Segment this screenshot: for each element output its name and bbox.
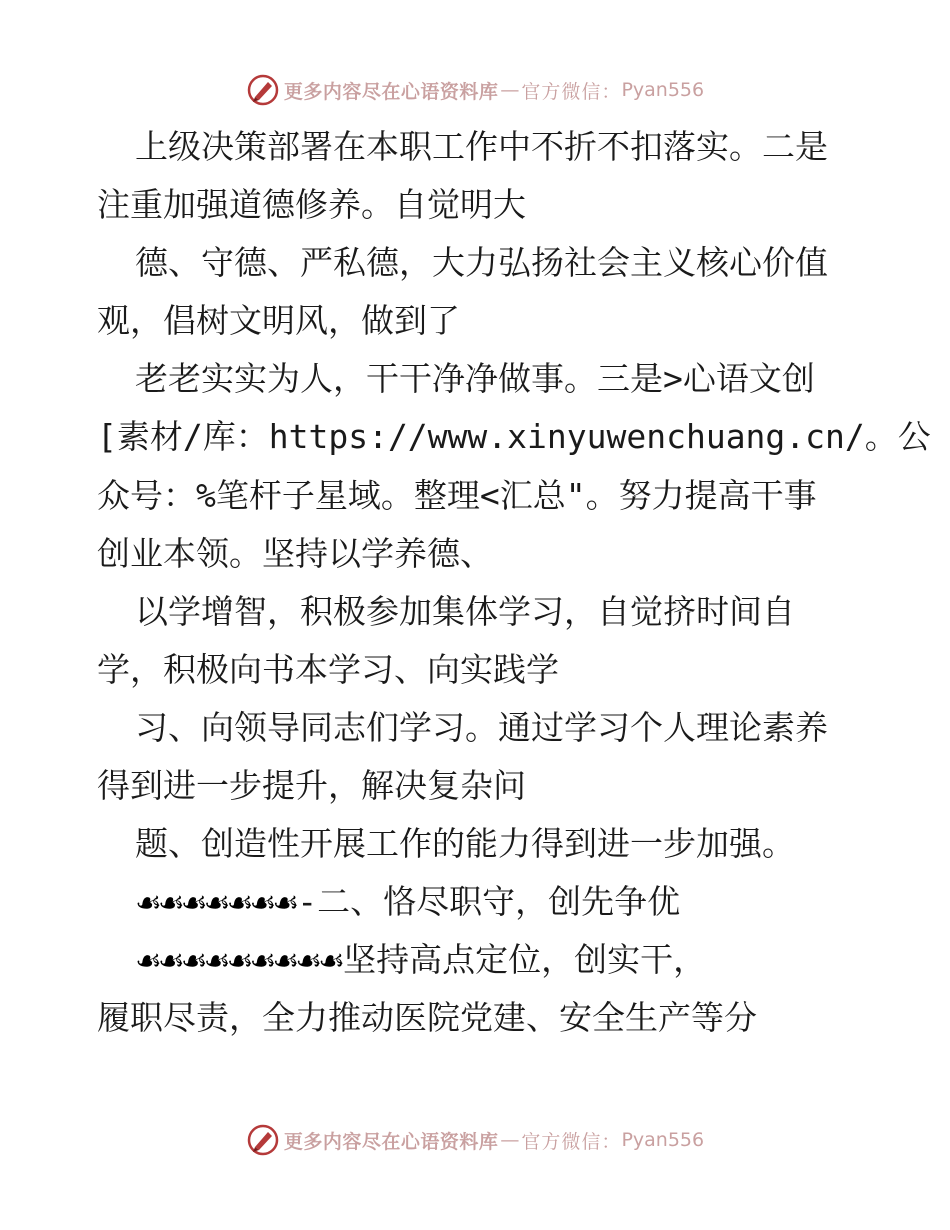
watermark-wechat-id: Pyan556 [621, 1129, 705, 1151]
text-line-5: 老老实实为人，干干净净做事。三是>心语文创 [135, 359, 815, 399]
watermark-wechat-label: 官方微信： [521, 1130, 622, 1153]
text-line-13: 题、创造性开展工作的能力得到进一步加强。 [135, 824, 795, 864]
header-watermark [0, 72, 950, 108]
pen-logo-icon [246, 73, 280, 107]
watermark-separator: — [500, 1129, 520, 1151]
text-line-9: 以学增智，积极参加集体学习，自觉挤时间自 [135, 591, 795, 631]
text-line-11: 习、向领导同志们学习。通过学习个人理论素养 [135, 707, 828, 747]
watermark-wechat-label: 官方微信： [521, 80, 622, 103]
text-line-1: 上级决策部署在本职工作中不折不扣落实。二是 [135, 127, 828, 166]
text-line-6: [素材/库：https://www.xinyuwenchuang.cn/。公 [97, 417, 931, 457]
text-line-16: 履职尽责，全力推动医院党建、安全生产等分 [97, 998, 757, 1038]
text-line-2: 注重加强道德修养。自觉明大 [97, 185, 526, 225]
pen-logo-icon [246, 1123, 280, 1157]
text-line-3: 德、守德、严私德，大力弘扬社会主义核心价值 [135, 243, 828, 283]
ornament-icon-row: ☙☙☙☙☙☙☙☙☙ [135, 944, 342, 980]
text-line-4: 观，倡树文明风，做到了 [97, 301, 460, 341]
watermark-site-text: 更多内容尽在心语资料库 [283, 80, 499, 103]
text-line-8: 创业本领。坚持以学养德、 [97, 533, 493, 573]
document-body [97, 118, 931, 1048]
text-line-15 [97, 931, 857, 989]
text-line-7: 众号：%笔杆子星域。整理<汇总"。努力提高干事 [97, 475, 817, 515]
section-heading-text: -二、恪尽职守，创先争优 [297, 882, 681, 922]
watermark-wechat-id: Pyan556 [621, 79, 705, 101]
text-line-15-content: 坚持高点定位，创实干， [343, 940, 707, 980]
ornament-icon-row: ☙☙☙☙☙☙☙ [135, 886, 296, 922]
watermark-separator: — [500, 79, 520, 101]
section-heading-line [97, 873, 857, 931]
text-line-12: 得到进一步提升，解决复杂问 [97, 766, 526, 806]
footer-watermark [0, 1122, 950, 1158]
text-line-10: 学，积极向书本学习、向实践学 [97, 649, 559, 689]
watermark-site-text: 更多内容尽在心语资料库 [283, 1130, 499, 1153]
